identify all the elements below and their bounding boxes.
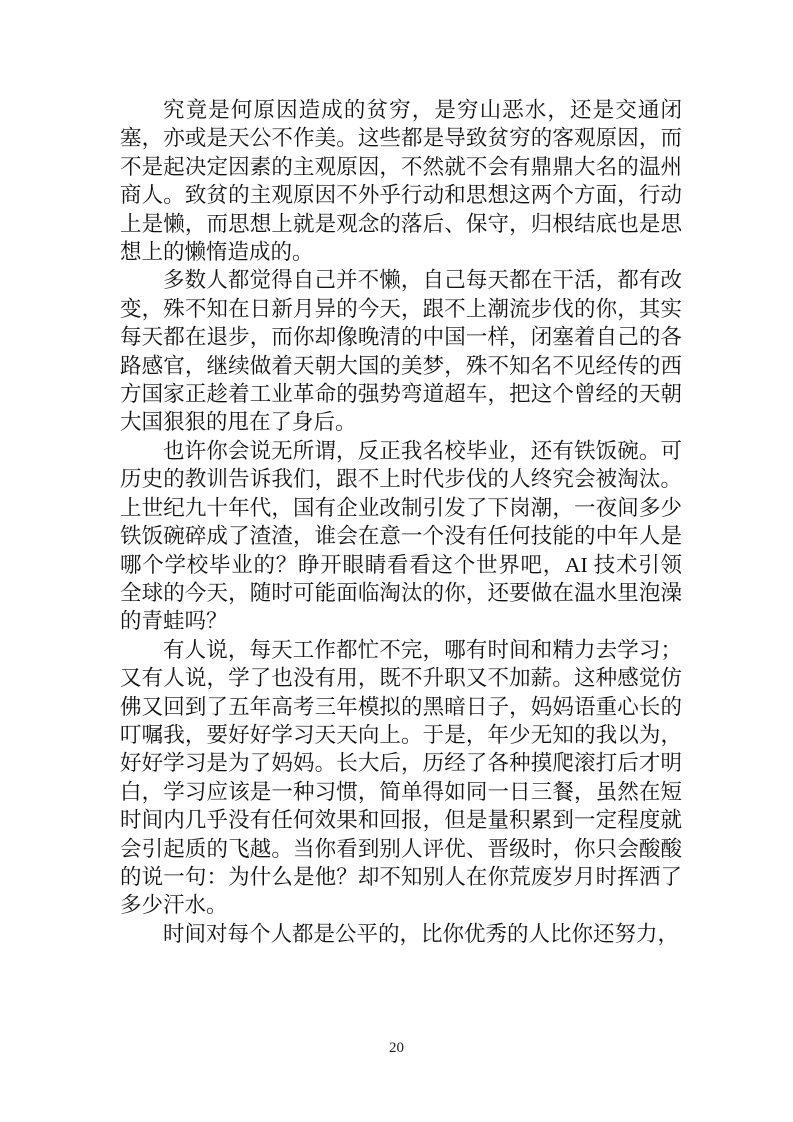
page-body-text [120,96,682,948]
paragraph-5: 时间对每个人都是公平的，比你优秀的人比你还努力， [163,921,680,946]
page-number: 20 [389,1040,404,1056]
paragraph-1: 究竟是何原因造成的贫穷，是穷山恶水，还是交通闭塞，亦或是天公不作美。这些都是导致贫穷的客观原因，而不是起决定因素的主观原因，不然就不会有鼎鼎大名的温州商人。致贫的主观原因不外乎行动和思想这两个方面，行动上是懒，而思想上就是观念的落后、保守，归根结底也是思想上的懒惰造成的。 [120,98,682,265]
paragraph-4: 有人说，每天工作都忙不完，哪有时间和精力去学习；又有人说，学了也没有用，既不升职又不加薪。这种感觉仿佛又回到了五年高考三年模拟的黑暗日子，妈妈语重心长的叮嘱我，要好好学习天天向上。于是，年少无知的我以为，好好学习是为了妈妈。长大后，历经了各种摸爬滚打后才明白，学习应该是一种习惯，简单得如同一日三餐，虽然在短时间内几乎没有任何效果和回报，但是量积累到一定程度就会引起质的飞越。当你看到别人评优、晋级时，你只会酸酸的说一句：为什么是他？却不知别人在你荒废岁月时挥洒了多少汗水。 [120,637,682,918]
paragraph-2: 多数人都觉得自己并不懒，自己每天都在干活，都有改变，殊不知在日新月异的今天，跟不上潮流步伐的你，其实每天都在退步，而你却像晚清的中国一样，闭塞着自己的各路感官，继续做着天朝大国的美梦，殊不知名不见经传的西方国家正趁着工业革命的强势弯道超车，把这个曾经的天朝大国狠狠的甩在了身后。 [120,268,682,435]
page-footer [0,1038,793,1058]
paragraph-3: 也许你会说无所谓，反正我名校毕业，还有铁饭碗。可历史的教训告诉我们，跟不上时代步伐的人终究会被淘汰。上世纪九十年代，国有企业改制引发了下岗潮，一夜间多少铁饭碗碎成了渣渣，谁会在意一个没有任何技能的中年人是哪个学校毕业的？睁开眼睛看看这个世界吧，AI 技术引领全球的今天，随时可能面临淘汰的你，还要做在温水里泡澡的青蛙吗？ [120,438,682,634]
